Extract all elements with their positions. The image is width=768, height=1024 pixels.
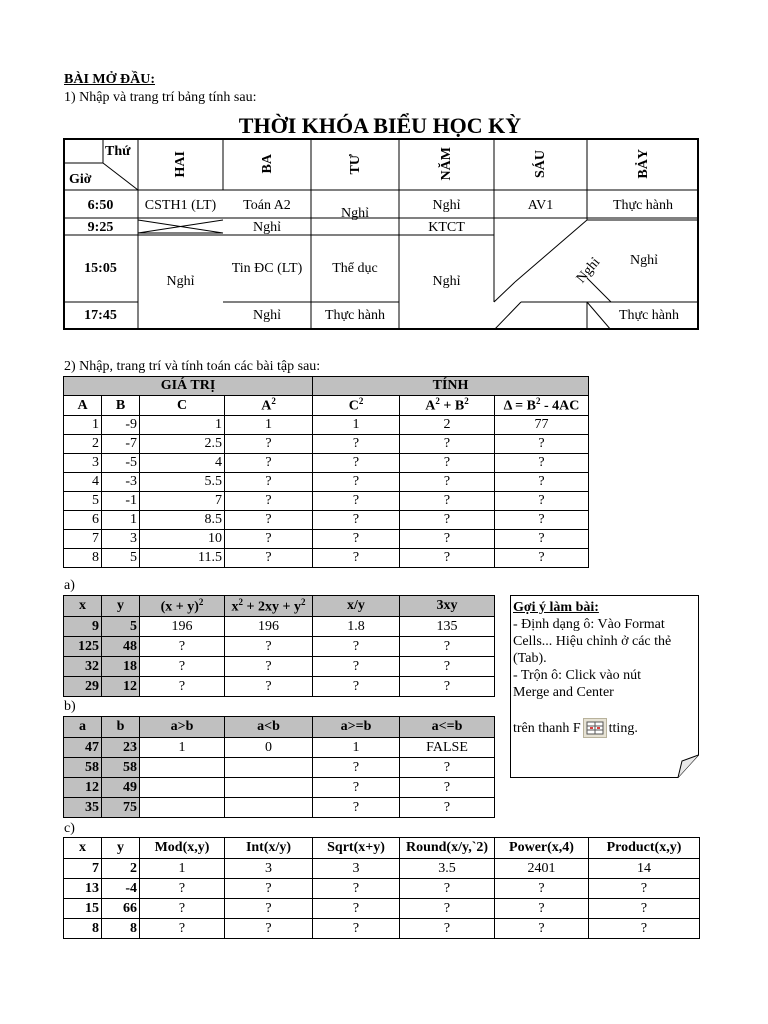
table-row xyxy=(64,919,700,939)
col-header: Power(x,4) xyxy=(495,838,589,859)
table-cell: ? xyxy=(400,919,495,939)
table-row xyxy=(64,637,495,657)
table-cell: 58 xyxy=(64,758,102,778)
table-cell: ? xyxy=(140,919,225,939)
col-header: $x^2 + 2xy + y^2$ xyxy=(225,596,313,617)
table-row xyxy=(64,492,589,511)
cell-sau-650: AV1 xyxy=(527,198,554,213)
table-cell: -7 xyxy=(102,435,140,454)
table-cell: 1 xyxy=(102,511,140,530)
table-cell: ? xyxy=(313,435,400,454)
table-row xyxy=(64,511,589,530)
timetable xyxy=(63,138,699,330)
header-gio: Giờ xyxy=(69,172,92,187)
cell-bay-1505: Nghỉ xyxy=(630,253,658,268)
table-row xyxy=(64,657,495,677)
time-1505: 15:05 xyxy=(84,261,117,276)
table-cell: 2 xyxy=(400,416,495,435)
table-cell: -5 xyxy=(102,454,140,473)
table-cell: -4 xyxy=(102,879,140,899)
table-cell: 23 xyxy=(102,738,140,758)
cell-ba-650: Toán A2 xyxy=(243,198,291,213)
day-hai: HAI xyxy=(173,150,188,178)
table-cell: ? xyxy=(313,454,400,473)
table-cell: ? xyxy=(140,657,225,677)
label-a: a) xyxy=(64,578,75,593)
day-ba: BA xyxy=(259,154,275,174)
cell-bay-650: Thực hành xyxy=(612,198,674,213)
table-cell: ? xyxy=(400,657,495,677)
exercise-1-label: 1) Nhập và trang trí bảng tính sau: xyxy=(64,90,257,105)
hint-note xyxy=(510,595,699,778)
col-header: Round(x/y,`2) xyxy=(400,838,495,859)
table-cell: 7 xyxy=(140,492,225,511)
table-cell: ? xyxy=(225,677,313,697)
table-cell: 1 xyxy=(140,859,225,879)
table-cell: ? xyxy=(495,492,589,511)
hint-line: - Trộn ô: Click vào nút xyxy=(513,668,641,683)
table-cell: 196 xyxy=(225,617,313,637)
table-cell: -9 xyxy=(102,416,140,435)
table-row xyxy=(64,454,589,473)
table-cell: ? xyxy=(225,657,313,677)
table-cell: 8 xyxy=(64,919,102,939)
table-cell: 7 xyxy=(64,530,102,549)
table-cell: -1 xyxy=(102,492,140,511)
table-row xyxy=(64,416,589,435)
table-cell: ? xyxy=(313,492,400,511)
table-cell: ? xyxy=(225,454,313,473)
table-cell: 0 xyxy=(225,738,313,758)
table-cell: 9 xyxy=(64,617,102,637)
table-cell: 5 xyxy=(64,492,102,511)
table-cell xyxy=(225,778,313,798)
table-row xyxy=(64,530,589,549)
cell-sau-diagonal: Nghỉ xyxy=(573,255,604,287)
table-row xyxy=(64,435,589,454)
table-cell: 29 xyxy=(64,677,102,697)
table-cell: ? xyxy=(495,530,589,549)
table-cell: ? xyxy=(589,899,700,919)
cell-ba-1745: Nghỉ xyxy=(253,308,281,323)
table-cell: 1.8 xyxy=(313,617,400,637)
table-cell: 1 xyxy=(64,416,102,435)
table-cell: 8 xyxy=(102,919,140,939)
table-cell: ? xyxy=(313,758,400,778)
table-c xyxy=(63,837,700,939)
col-header: Int(x/y) xyxy=(225,838,313,859)
col-header: C xyxy=(140,396,225,416)
col-header: $\Delta = B^2 - 4AC$ xyxy=(495,396,589,416)
table-cell: 5 xyxy=(102,617,140,637)
table-cell: ? xyxy=(313,473,400,492)
table-row xyxy=(64,473,589,492)
table-cell: ? xyxy=(495,435,589,454)
table-cell: ? xyxy=(313,530,400,549)
table-cell: 35 xyxy=(64,798,102,818)
table-cell: ? xyxy=(225,492,313,511)
col-header: b xyxy=(102,717,140,738)
table-cell: ? xyxy=(313,919,400,939)
table-cell: 7 xyxy=(64,859,102,879)
table-cell: 2 xyxy=(64,435,102,454)
table-cell: 8 xyxy=(64,549,102,568)
timetable-title: THỜI KHÓA BIỂU HỌC KỲ xyxy=(238,113,522,138)
table-cell: 77 xyxy=(495,416,589,435)
cell-hai-1505: Nghỉ xyxy=(166,274,195,289)
table-cell: ? xyxy=(400,899,495,919)
table-cell: 18 xyxy=(102,657,140,677)
table-cell: 5 xyxy=(102,549,140,568)
col-header: $A^2 + B^2$ xyxy=(400,396,495,416)
table-cell: 4 xyxy=(64,473,102,492)
table-cell: ? xyxy=(225,637,313,657)
table-cell xyxy=(225,758,313,778)
cell-tu-1745: Thực hành xyxy=(324,308,386,323)
table-cell xyxy=(140,758,225,778)
col-header: y xyxy=(102,596,140,617)
table-a xyxy=(63,595,495,697)
table-cell: 3 xyxy=(64,454,102,473)
merge-center-icon xyxy=(583,718,607,738)
table-cell: ? xyxy=(140,637,225,657)
table-cell: ? xyxy=(495,879,589,899)
day-sau: SÁU xyxy=(533,149,548,178)
table-cell: ? xyxy=(400,549,495,568)
col-header: a>=b xyxy=(313,717,400,738)
table-cell: ? xyxy=(313,899,400,919)
table-cell: 196 xyxy=(140,617,225,637)
table-cell: 47 xyxy=(64,738,102,758)
table-cell: ? xyxy=(313,879,400,899)
cell-bay-1745: Thực hành xyxy=(618,308,680,323)
table-cell: 1 xyxy=(225,416,313,435)
table-cell: 13 xyxy=(64,879,102,899)
hint-line: Cells... Hiệu chỉnh ở các thẻ xyxy=(513,634,672,649)
group-tinh: TÍNH xyxy=(313,377,589,396)
table-cell: 48 xyxy=(102,637,140,657)
table-row xyxy=(64,677,495,697)
cell-ba-925: Nghỉ xyxy=(253,220,281,235)
table-cell xyxy=(140,798,225,818)
table-cell: 1 xyxy=(313,738,400,758)
time-650: 6:50 xyxy=(87,198,114,213)
col-header: x xyxy=(64,838,102,859)
table-cell: 1 xyxy=(313,416,400,435)
values-table xyxy=(63,376,589,568)
table-cell xyxy=(140,778,225,798)
cell-tu-1505: Thể dục xyxy=(332,261,378,276)
col-header: Product(x,y) xyxy=(589,838,700,859)
table-cell: 32 xyxy=(64,657,102,677)
cell-hai-650: CSTH1 (LT) xyxy=(144,198,217,213)
table-cell: 3 xyxy=(313,859,400,879)
table-cell: ? xyxy=(313,511,400,530)
table-cell: ? xyxy=(495,473,589,492)
col-header: a>b xyxy=(140,717,225,738)
col-header: a xyxy=(64,717,102,738)
table-cell: ? xyxy=(225,530,313,549)
col-header: a<b xyxy=(225,717,313,738)
table-row xyxy=(64,617,495,637)
hint-line: - Định dạng ô: Vào Format xyxy=(513,617,665,632)
table-cell: 2 xyxy=(102,859,140,879)
table-cell: 125 xyxy=(64,637,102,657)
cell-ba-1505: Tin ĐC (LT) xyxy=(231,261,303,276)
table-cell: 14 xyxy=(589,859,700,879)
table-cell: ? xyxy=(400,758,495,778)
cell-nam-1505: Nghỉ xyxy=(432,274,461,289)
table-cell: ? xyxy=(313,798,400,818)
table-cell: 12 xyxy=(102,677,140,697)
table-cell: 135 xyxy=(400,617,495,637)
table-cell: ? xyxy=(313,657,400,677)
table-row xyxy=(64,778,495,798)
table-cell: ? xyxy=(225,435,313,454)
table-cell: ? xyxy=(495,549,589,568)
col-header: Sqrt(x+y) xyxy=(313,838,400,859)
table-cell: 5.5 xyxy=(140,473,225,492)
table-cell: ? xyxy=(495,454,589,473)
table-cell: ? xyxy=(225,549,313,568)
table-cell: 8.5 xyxy=(140,511,225,530)
hint-line: Merge and Center xyxy=(513,685,614,700)
table-cell: 10 xyxy=(140,530,225,549)
day-tu: TƯ xyxy=(347,153,363,175)
label-c: c) xyxy=(64,821,75,836)
table-cell: ? xyxy=(495,511,589,530)
table-row xyxy=(64,859,700,879)
table-cell: ? xyxy=(400,530,495,549)
table-b xyxy=(63,716,495,818)
col-header: x/y xyxy=(313,596,400,617)
table-cell: ? xyxy=(589,879,700,899)
table-cell: ? xyxy=(400,778,495,798)
table-cell: 58 xyxy=(102,758,140,778)
col-header: $C^2$ xyxy=(313,396,400,416)
table-cell: 1 xyxy=(140,416,225,435)
cell-nam-650: Nghỉ xyxy=(432,198,461,213)
hint-title: Gợi ý làm bài: xyxy=(513,600,599,615)
heading: BÀI MỞ ĐẦU: xyxy=(64,72,155,87)
time-925: 9:25 xyxy=(87,220,114,235)
table-cell: -3 xyxy=(102,473,140,492)
table-cell: 4 xyxy=(140,454,225,473)
day-nam: NĂM xyxy=(439,147,454,181)
table-row xyxy=(64,899,700,919)
table-cell: 3 xyxy=(225,859,313,879)
table-cell: ? xyxy=(400,677,495,697)
col-header: A xyxy=(64,396,102,416)
table-cell: ? xyxy=(400,879,495,899)
table-cell: FALSE xyxy=(400,738,495,758)
label-b: b) xyxy=(64,699,76,714)
col-header: 3xy xyxy=(400,596,495,617)
table-cell: ? xyxy=(400,454,495,473)
hint-line: trên thanh F xyxy=(513,720,581,736)
table-cell: ? xyxy=(313,778,400,798)
table-row xyxy=(64,549,589,568)
table-cell: ? xyxy=(225,473,313,492)
table-cell: ? xyxy=(400,798,495,818)
table-cell: 3 xyxy=(102,530,140,549)
table-cell: ? xyxy=(495,919,589,939)
table-row xyxy=(64,758,495,778)
table-cell xyxy=(225,798,313,818)
table-cell: 6 xyxy=(64,511,102,530)
table-cell: ? xyxy=(400,473,495,492)
table-cell: ? xyxy=(313,549,400,568)
table-cell: ? xyxy=(495,899,589,919)
table-cell: 66 xyxy=(102,899,140,919)
table-cell: ? xyxy=(400,511,495,530)
table-cell: ? xyxy=(400,637,495,657)
table-row xyxy=(64,879,700,899)
col-header: $(x + y)^2$ xyxy=(140,596,225,617)
table-cell: 15 xyxy=(64,899,102,919)
table-cell: ? xyxy=(400,492,495,511)
col-header: Mod(x,y) xyxy=(140,838,225,859)
cell-nam-925: KTCT xyxy=(428,220,465,235)
col-header: B xyxy=(102,396,140,416)
day-bay: BẢY xyxy=(635,149,651,179)
table-cell: 3.5 xyxy=(400,859,495,879)
table-cell: 49 xyxy=(102,778,140,798)
table-cell: ? xyxy=(225,919,313,939)
time-1745: 17:45 xyxy=(84,308,117,323)
table-cell: ? xyxy=(589,919,700,939)
col-header: a<=b xyxy=(400,717,495,738)
table-cell: ? xyxy=(140,879,225,899)
col-header: y xyxy=(102,838,140,859)
table-cell: ? xyxy=(313,637,400,657)
table-cell: 1 xyxy=(140,738,225,758)
exercise-2-label: 2) Nhập, trang trí và tính toán các bài tập sau: xyxy=(64,359,321,374)
table-cell: ? xyxy=(140,899,225,919)
header-thu: Thứ xyxy=(105,144,131,159)
table-cell: 2.5 xyxy=(140,435,225,454)
table-cell: ? xyxy=(400,435,495,454)
hint-line: (Tab). xyxy=(513,651,547,666)
table-cell: ? xyxy=(225,899,313,919)
table-cell: ? xyxy=(140,677,225,697)
table-cell: ? xyxy=(313,677,400,697)
table-cell: 12 xyxy=(64,778,102,798)
col-header: x xyxy=(64,596,102,617)
table-cell: 75 xyxy=(102,798,140,818)
hint-line: tting. xyxy=(608,720,638,736)
table-row xyxy=(64,798,495,818)
cell-tu-650: Nghỉ xyxy=(341,206,369,221)
table-cell: 2401 xyxy=(495,859,589,879)
table-cell: ? xyxy=(225,511,313,530)
table-cell: 11.5 xyxy=(140,549,225,568)
col-header: $A^2$ xyxy=(225,396,313,416)
group-gia-tri: GIÁ TRỊ xyxy=(64,377,313,396)
table-cell: ? xyxy=(225,879,313,899)
table-row xyxy=(64,738,495,758)
